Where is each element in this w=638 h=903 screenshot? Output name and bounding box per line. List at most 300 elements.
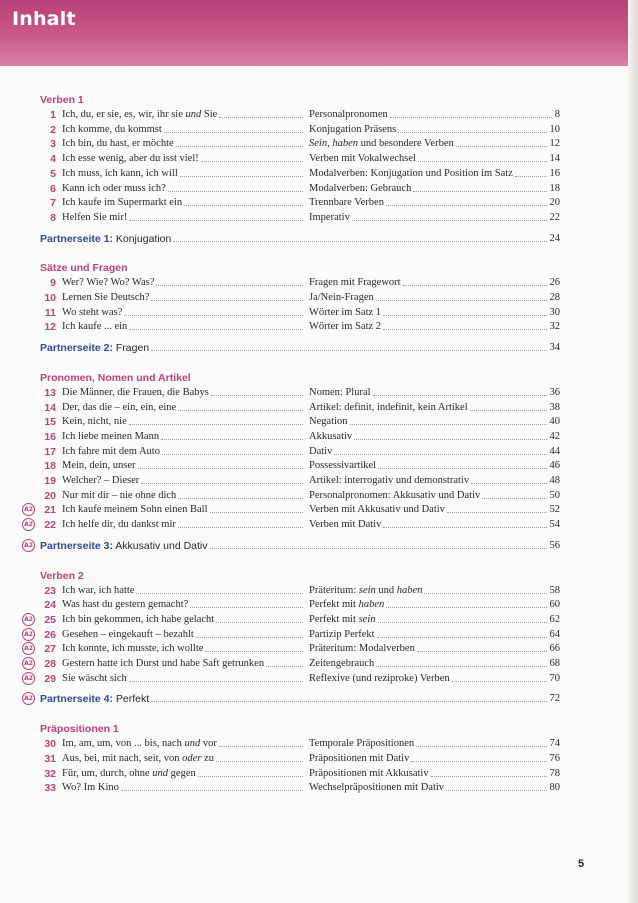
- entry-page-number: 54: [549, 519, 560, 531]
- leader-dots: [173, 241, 546, 242]
- entry-topic-italic: haben: [358, 599, 385, 611]
- entry-title-part: Ich, du, er sie, es, wir, ihr sie: [62, 109, 186, 120]
- partner-label-bold: Partnerseite 1:: [40, 232, 113, 245]
- leader-dots: [180, 176, 303, 177]
- partner-label: [40, 539, 208, 553]
- entry-topic-part: Wechselpräpositionen mit Dativ: [309, 782, 445, 794]
- toc-entry[interactable]: [0, 489, 638, 503]
- entry-title-part: vor: [200, 738, 217, 750]
- entry-topic-part: Personalpronomen: [309, 109, 388, 120]
- leader-dots: [216, 761, 303, 762]
- entry-title-part: Kein, nicht, nie: [62, 416, 127, 428]
- leader-dots: [216, 622, 303, 623]
- entry-topic: [309, 182, 411, 196]
- level-badge-icon: A2: [22, 692, 35, 705]
- leader-dots: [413, 191, 546, 192]
- entry-page-number: 62: [549, 613, 560, 625]
- toc-entry[interactable]: [0, 518, 638, 532]
- toc-entry[interactable]: [0, 196, 638, 210]
- entry-page-number: 26: [549, 277, 560, 289]
- entry-page-number: 80: [549, 782, 560, 794]
- entry-title: [62, 737, 217, 751]
- page-title: Inhalt: [12, 8, 76, 30]
- entry-title: [62, 489, 176, 503]
- leader-dots: [205, 651, 303, 652]
- leader-dots: [456, 146, 547, 147]
- entry-title: [62, 657, 264, 671]
- leader-dots: [416, 746, 546, 747]
- entry-topic-part: Konjugation Präsens: [309, 123, 397, 135]
- entry-topic: [309, 737, 414, 751]
- entry-page-number: 12: [549, 138, 560, 150]
- entry-title: [62, 320, 127, 334]
- partner-page-number: 24: [549, 232, 560, 244]
- partner-label-topic: Akkusativ und Dativ: [112, 539, 208, 552]
- leader-dots: [390, 117, 552, 118]
- leader-dots: [411, 761, 546, 762]
- partner-label-bold: Partnerseite 4:: [40, 693, 113, 706]
- leader-dots: [376, 300, 547, 301]
- entry-topic: [309, 211, 350, 225]
- entry-topic: [309, 401, 468, 415]
- level-badge-icon: A2: [22, 518, 35, 531]
- entry-page-number: 50: [549, 489, 560, 501]
- leader-dots: [129, 329, 303, 330]
- entry-topic-italic: haben: [396, 584, 423, 596]
- toc-entry[interactable]: [0, 137, 638, 151]
- entry-topic-part: Trennbare Verben: [309, 197, 384, 209]
- partner-page-number: 56: [549, 539, 560, 551]
- entry-title-part: Ich muss, ich kann, ich will: [62, 167, 178, 179]
- entry-topic: [309, 386, 371, 400]
- entry-title: [62, 445, 160, 459]
- leader-dots: [398, 132, 546, 133]
- leader-dots: [178, 527, 303, 528]
- entry-page-number: 46: [549, 460, 560, 472]
- toc-entry[interactable]: [0, 430, 638, 444]
- leader-dots: [151, 701, 546, 702]
- entry-topic-part: Perfekt mit: [309, 599, 359, 611]
- entry-title-part: Nur mit dir – nie ohne dich: [62, 489, 177, 501]
- entry-page-number: 64: [549, 628, 560, 640]
- entry-page-number: 74: [549, 738, 560, 750]
- entry-number: 11: [44, 306, 56, 319]
- leader-dots: [168, 191, 303, 192]
- partner-label-bold: Partnerseite 2:: [40, 342, 113, 355]
- partner-label-topic: Fragen: [112, 342, 150, 355]
- toc-entry[interactable]: [0, 598, 638, 612]
- entry-topic-part: Verben mit Vokalwechsel: [309, 153, 416, 165]
- entry-topic-part: Fragen mit Fragewort: [309, 277, 401, 289]
- leader-dots: [210, 548, 547, 549]
- partner-label-topic: Konjugation: [112, 232, 172, 245]
- entry-page-number: 42: [549, 430, 560, 442]
- entry-title-part: Ich esse wenig, aber du isst viel!: [62, 153, 199, 165]
- entry-topic: [309, 584, 422, 598]
- entry-title: [62, 152, 199, 166]
- leader-dots: [424, 593, 546, 594]
- entry-title-part: Sie: [201, 109, 218, 120]
- entry-topic-italic: sein: [358, 613, 376, 625]
- entry-topic: [309, 628, 375, 642]
- leader-dots: [350, 424, 547, 425]
- toc-entry[interactable]: [0, 474, 638, 488]
- entry-number: 27: [44, 643, 56, 656]
- toc-entry[interactable]: [0, 167, 638, 181]
- entry-topic: [309, 123, 396, 137]
- entry-topic: [309, 503, 445, 517]
- entry-title-part: Helfen Sie mir!: [62, 211, 128, 223]
- entry-title: [62, 137, 174, 151]
- entry-title-part: Kann ich oder muss ich?: [62, 182, 166, 194]
- toc-entry[interactable]: [0, 415, 638, 429]
- entry-title-part: Sie wäscht sich: [62, 672, 127, 684]
- leader-dots: [471, 483, 546, 484]
- entry-page-number: 20: [549, 197, 560, 209]
- entry-number: 5: [50, 167, 56, 180]
- entry-topic-part: Präpositionen mit Akkusativ: [309, 767, 429, 779]
- toc-entry[interactable]: [0, 459, 638, 473]
- entry-title-part: gegen: [168, 767, 196, 779]
- toc-entry[interactable]: [0, 657, 638, 671]
- section-heading: Sätze und Fragen: [40, 262, 128, 275]
- leader-dots: [198, 776, 303, 777]
- entry-title: [62, 167, 178, 181]
- partner-label: [40, 341, 149, 355]
- entry-number: 33: [44, 782, 56, 795]
- entry-number: 9: [50, 277, 56, 290]
- entry-page-number: 10: [549, 123, 560, 135]
- leader-dots: [482, 498, 546, 499]
- entry-title-part: Lernen Sie Deutsch?: [62, 292, 150, 303]
- entry-number: 12: [44, 321, 56, 334]
- entry-topic: [309, 459, 376, 473]
- entry-title: [62, 628, 194, 642]
- toc-entry[interactable]: [0, 584, 638, 598]
- entry-number: 8: [50, 211, 56, 224]
- entry-topic: [309, 196, 384, 210]
- entry-title-part: Wer? Wie? Wo? Was?: [62, 277, 155, 289]
- entry-topic: [309, 430, 352, 444]
- entry-number: 30: [44, 738, 56, 751]
- entry-title: [62, 474, 139, 488]
- entry-page-number: 28: [549, 292, 560, 303]
- leader-dots: [515, 176, 547, 177]
- entry-title: [62, 752, 214, 766]
- entry-title: [62, 613, 214, 627]
- leader-dots: [129, 424, 303, 425]
- entry-page-number: 70: [549, 672, 560, 684]
- toc-entry[interactable]: [0, 628, 638, 642]
- entry-topic-italic: Sein, haben: [309, 138, 358, 150]
- entry-topic-part: Personalpronomen: Akkusativ und Dativ: [309, 489, 481, 501]
- entry-page-number: 60: [549, 599, 560, 611]
- entry-title: [62, 123, 162, 137]
- leader-dots: [386, 607, 546, 608]
- entry-title: [62, 672, 127, 686]
- level-badge-icon: A2: [22, 672, 35, 685]
- entry-title-italic: und: [152, 767, 169, 779]
- entry-page-number: 38: [549, 401, 560, 413]
- entry-title-part: Gestern hatte ich Durst und habe Saft getrunken: [62, 658, 265, 669]
- leader-dots: [164, 132, 303, 133]
- entry-topic-part: und besondere Verben: [358, 138, 454, 150]
- section-heading: Pronomen, Nomen und Artikel: [40, 371, 191, 384]
- leader-dots: [417, 651, 547, 652]
- entry-topic: [309, 657, 374, 671]
- leader-dots: [201, 161, 303, 162]
- entry-number: 2: [50, 123, 56, 136]
- leader-dots: [178, 410, 303, 411]
- leader-dots: [129, 220, 303, 221]
- leader-dots: [151, 300, 303, 301]
- leader-dots: [431, 776, 547, 777]
- entry-number: 10: [44, 292, 56, 304]
- partner-label-topic: Perfekt: [112, 693, 150, 706]
- partner-page-entry[interactable]: [0, 341, 638, 355]
- entry-page-number: 44: [549, 445, 560, 457]
- leader-dots: [161, 439, 303, 440]
- entry-title-part: Für, um, durch, ohne: [62, 767, 153, 779]
- entry-title-part: Mein, dein, unser: [62, 460, 136, 472]
- entry-number: 26: [44, 628, 56, 641]
- entry-topic-part: Perfekt mit: [309, 613, 359, 625]
- partner-page-entry[interactable]: [0, 232, 638, 246]
- entry-title: [62, 781, 119, 795]
- entry-topic: [309, 320, 381, 334]
- entry-topic-part: Zeitengebrauch: [309, 658, 375, 669]
- entry-topic: [309, 276, 401, 290]
- leader-dots: [210, 512, 304, 513]
- entry-title-part: Aus, bei, mit nach, seit, von: [62, 752, 183, 764]
- entry-topic-part: Wörter im Satz 2: [309, 321, 382, 333]
- entry-number: 16: [44, 430, 56, 443]
- leader-dots: [196, 637, 303, 638]
- leader-dots: [354, 439, 546, 440]
- leader-dots: [373, 395, 547, 396]
- entry-title-part: Der, das die – ein, ein, eine: [62, 401, 177, 413]
- partner-label-bold: Partnerseite 3:: [40, 539, 113, 552]
- toc-entry[interactable]: [0, 503, 638, 517]
- entry-page-number: 36: [549, 386, 560, 398]
- entry-page-number: 18: [549, 182, 560, 194]
- entry-page-number: 76: [549, 752, 560, 764]
- entry-page-number: 66: [549, 643, 560, 655]
- entry-title: [62, 459, 136, 473]
- entry-topic-part: Modalverben: Gebrauch: [309, 182, 412, 194]
- toc-entry[interactable]: [0, 123, 638, 137]
- entry-topic-part: Nomen: Plural: [309, 386, 371, 398]
- leader-dots: [378, 622, 547, 623]
- leader-dots: [162, 454, 303, 455]
- entry-title: [62, 430, 159, 444]
- toc-entry[interactable]: [0, 613, 638, 627]
- entry-title-part: Im, am, um, von ... bis, nach: [62, 738, 185, 750]
- entry-title: [62, 108, 217, 122]
- entry-title-italic: oder: [182, 752, 202, 764]
- entry-topic: [309, 672, 450, 686]
- toc-entry[interactable]: [0, 320, 638, 334]
- entry-topic: [309, 598, 384, 612]
- leader-dots: [377, 637, 547, 638]
- leader-dots: [334, 454, 546, 455]
- leader-dots: [418, 161, 547, 162]
- entry-title-part: Wo? Im Kino: [62, 782, 119, 794]
- entry-title: [62, 518, 176, 532]
- entry-topic-part: Verben mit Akkusativ und Dativ: [309, 504, 445, 516]
- entry-title-part: Ich komme, du kommst: [62, 123, 162, 135]
- toc-entry[interactable]: [0, 306, 638, 320]
- entry-number: 31: [44, 752, 56, 765]
- partner-label: [40, 232, 171, 246]
- leader-dots: [383, 527, 546, 528]
- entry-topic-part: Possessivartikel: [309, 460, 377, 472]
- entry-title-part: Ich bin, du hast, er möchte: [62, 138, 174, 150]
- entry-number: 6: [50, 182, 56, 195]
- entry-title: [62, 584, 134, 598]
- entry-title: [62, 503, 208, 517]
- section-heading: Verben 1: [40, 94, 84, 106]
- entry-number: 28: [44, 658, 56, 670]
- entry-title-part: Welcher? – Dieser: [62, 475, 140, 486]
- leader-dots: [378, 468, 546, 469]
- entry-title-part: Ich helfe dir, du dankst mir: [62, 519, 176, 531]
- entry-title-part: Ich kaufe meinem Sohn einen Ball: [62, 504, 208, 516]
- entry-page-number: 40: [549, 416, 560, 428]
- entry-topic: [309, 152, 416, 166]
- leader-dots: [176, 146, 303, 147]
- entry-title-italic: und: [184, 738, 201, 750]
- entry-title: [62, 415, 127, 429]
- entry-page-number: 22: [549, 211, 560, 223]
- entry-topic: [309, 167, 513, 181]
- level-badge-icon: A2: [22, 642, 35, 655]
- entry-title-part: zu: [201, 752, 214, 764]
- entry-topic-part: Artikel: interrogativ und demonstrativ: [309, 475, 470, 486]
- entry-topic: [309, 108, 388, 122]
- entry-title-part: Ich liebe meinen Mann: [62, 430, 160, 442]
- leader-dots: [124, 315, 303, 316]
- entry-topic-part: und: [375, 584, 397, 596]
- entry-title: [62, 196, 182, 210]
- entry-number: 13: [44, 386, 56, 399]
- entry-title: [62, 598, 188, 612]
- toc-entry[interactable]: [0, 182, 638, 196]
- entry-number: 3: [50, 138, 56, 151]
- entry-number: 17: [44, 445, 56, 458]
- entry-topic-part: Artikel: definit, indefinit, kein Artikel: [309, 401, 468, 413]
- entry-topic-part: Reflexive (und reziproke) Verben: [309, 672, 450, 684]
- entry-topic: [309, 781, 444, 795]
- toc-entry[interactable]: [0, 642, 638, 656]
- section-heading: Präpositionen 1: [40, 723, 119, 736]
- entry-title-part: Ich kaufe ... ein: [62, 321, 128, 333]
- entry-page-number: 68: [549, 658, 560, 669]
- toc-entry[interactable]: [0, 752, 638, 766]
- leader-dots: [376, 666, 546, 667]
- entry-title: [62, 276, 154, 290]
- entry-number: 18: [44, 460, 56, 473]
- entry-title-italic: und: [185, 109, 202, 120]
- entry-topic: [309, 767, 429, 781]
- entry-number: 1: [50, 109, 56, 121]
- toc-entry[interactable]: [0, 211, 638, 225]
- entry-topic: [309, 137, 454, 151]
- entry-topic: [309, 306, 381, 320]
- toc-entry[interactable]: [0, 737, 638, 751]
- leader-dots: [470, 410, 547, 411]
- toc-entry[interactable]: [0, 276, 638, 290]
- entry-title-part: Ich konnte, ich musste, ich wollte: [62, 643, 204, 655]
- entry-title: [62, 386, 209, 400]
- leader-dots: [190, 607, 303, 608]
- entry-topic-part: Partizip Perfekt: [309, 628, 375, 640]
- toc-entry[interactable]: [0, 672, 638, 686]
- entry-page-number: 14: [549, 153, 560, 165]
- leader-dots: [138, 468, 304, 469]
- leader-dots: [446, 790, 546, 791]
- entry-number: 24: [44, 599, 56, 612]
- entry-topic: [309, 518, 381, 532]
- entry-title-part: Was hast du gestern gemacht?: [62, 599, 189, 611]
- toc-entry[interactable]: [0, 386, 638, 400]
- level-badge-icon: A2: [22, 628, 35, 641]
- toc-entry[interactable]: [0, 108, 638, 122]
- toc-entry[interactable]: [0, 291, 638, 305]
- entry-topic-part: Dativ: [309, 445, 333, 457]
- leader-dots: [129, 681, 303, 682]
- toc-entry[interactable]: [0, 767, 638, 781]
- entry-topic-part: Akkusativ: [309, 430, 353, 442]
- entry-topic: [309, 415, 348, 429]
- partner-page-entry[interactable]: [0, 539, 638, 553]
- entry-title: [62, 291, 149, 305]
- entry-title-part: Ich war, ich hatte: [62, 584, 135, 596]
- leader-dots: [447, 512, 547, 513]
- leader-dots: [403, 285, 547, 286]
- entry-number: 15: [44, 416, 56, 429]
- partner-page-number: 34: [549, 342, 560, 354]
- entry-topic: [309, 445, 332, 459]
- leader-dots: [452, 681, 547, 682]
- leader-dots: [386, 205, 547, 206]
- toc-entry[interactable]: [0, 152, 638, 166]
- entry-number: 32: [44, 767, 56, 780]
- toc-entry[interactable]: [0, 401, 638, 415]
- entry-page-number: 48: [549, 475, 560, 486]
- leader-dots: [266, 666, 303, 667]
- leader-dots: [151, 350, 546, 351]
- leader-dots: [178, 498, 303, 499]
- entry-number: 19: [44, 475, 56, 487]
- leader-dots: [156, 285, 303, 286]
- page-number: 5: [578, 858, 585, 870]
- entry-topic: [309, 613, 376, 627]
- entry-page-number: 52: [549, 504, 560, 516]
- entry-number: 22: [44, 519, 56, 532]
- entry-topic-part: Wörter im Satz 1: [309, 306, 382, 318]
- partner-page-entry[interactable]: [0, 692, 638, 706]
- toc-entry[interactable]: [0, 781, 638, 795]
- entry-title: [62, 211, 127, 225]
- toc-entry[interactable]: [0, 445, 638, 459]
- entry-number: 25: [44, 613, 56, 626]
- entry-topic-part: Modalverben: Konjugation und Position im Satz: [309, 167, 513, 179]
- entry-topic-part: Verben mit Dativ: [309, 519, 382, 531]
- entry-title-part: Die Männer, die Frauen, die Babys: [62, 386, 209, 398]
- entry-page-number: 32: [549, 321, 560, 333]
- entry-topic-part: Temporale Präpositionen: [309, 738, 415, 750]
